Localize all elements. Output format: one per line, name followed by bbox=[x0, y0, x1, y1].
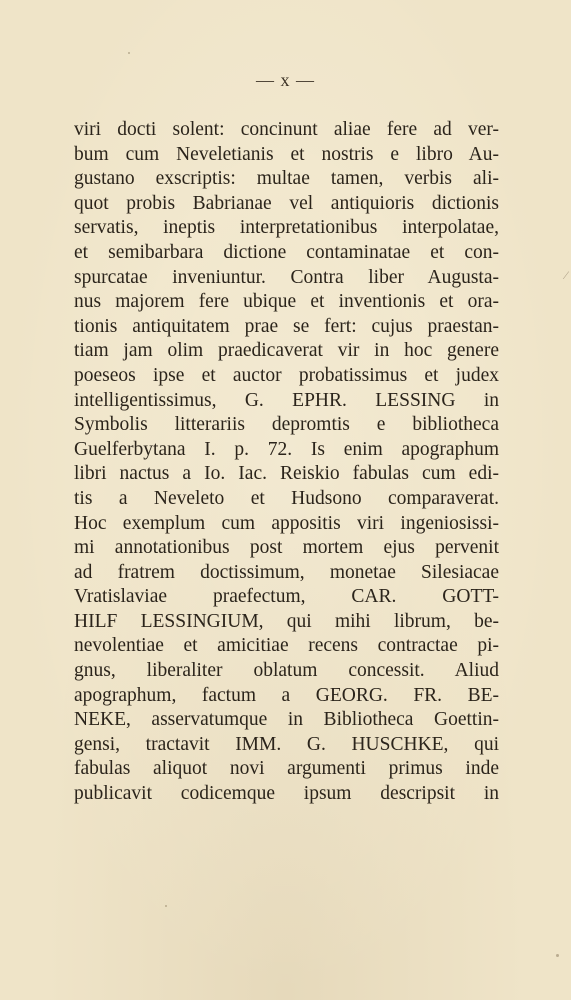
text-line-6: et semibarbara dictione contaminatae et con- bbox=[74, 241, 499, 263]
text-line-26: gensi, tractavit IMM. G. HUSCHKE, qui bbox=[74, 733, 499, 755]
text-line-7: spurcatae inveniuntur. Contra liber Augusta- bbox=[74, 266, 499, 288]
text-line-16: tis a Neveleto et Hudsono comparaverat. bbox=[74, 487, 499, 509]
text-line-12: intelligentissimus, G. EPHR. LESSING in bbox=[74, 389, 499, 411]
text-line-1: viri docti solent: concinunt aliae fere ad ver- bbox=[74, 119, 499, 140]
page-number: — x — bbox=[256, 70, 315, 90]
text-line-25: NEKE, asservatumque in Bibliotheca Goettin- bbox=[74, 709, 499, 731]
text-line-10: tiam jam olim praedicaverat vir in hoc genere bbox=[74, 340, 499, 362]
text-line-17: Hoc exemplum cum appositis viri ingeniosissi- bbox=[74, 512, 499, 534]
paper-speck bbox=[165, 905, 167, 907]
margin-mark: ⁄ bbox=[564, 268, 567, 282]
text-line-22: nevolentiae et amicitiae recens contractae pi- bbox=[74, 635, 499, 657]
text-line-14: Guelferbytana I. p. 72. Is enim apographum bbox=[74, 438, 499, 460]
text-line-28: publicavit codicemque ipsum descripsit in bbox=[74, 783, 499, 805]
text-line-9: tionis antiquitatem prae se fert: cujus praestan- bbox=[74, 315, 499, 337]
text-line-24: apographum, factum a GEORG. FR. BE- bbox=[74, 684, 499, 706]
text-line-20: Vratislaviae praefectum, CAR. GOTT- bbox=[74, 586, 499, 608]
text-line-2: bum cum Neveletianis et nostris e libro Au- bbox=[74, 143, 499, 165]
paper-speck bbox=[556, 954, 559, 957]
text-line-23: gnus, liberaliter oblatum concessit. Aliud bbox=[74, 660, 499, 682]
text-line-8: nus majorem fere ubique et inventionis et ora- bbox=[74, 291, 499, 313]
paper-speck bbox=[128, 52, 130, 54]
text-line-5: servatis, ineptis interpretationibus interpolatae, bbox=[74, 217, 499, 239]
text-line-21: HILF LESSINGIUM, qui mihi librum, be- bbox=[74, 610, 499, 632]
body-text bbox=[74, 118, 499, 807]
text-line-27: fabulas aliquot novi argumenti primus inde bbox=[74, 758, 499, 780]
text-line-18: mi annotationibus post mortem ejus pervenit bbox=[74, 537, 499, 559]
text-line-19: ad fratrem doctissimum, monetae Silesiacae bbox=[74, 561, 499, 583]
text-line-3: gustano exscriptis: multae tamen, verbis ali- bbox=[74, 168, 499, 190]
text-line-4: quot probis Babrianae vel antiquioris dictionis bbox=[74, 192, 499, 214]
text-line-15: libri nactus a Io. Iac. Reiskio fabulas cum edi- bbox=[74, 463, 499, 485]
text-line-11: poeseos ipse et auctor probatissimus et judex bbox=[74, 364, 499, 386]
text-line-13: Symbolis litterariis depromtis e bibliotheca bbox=[74, 414, 499, 436]
